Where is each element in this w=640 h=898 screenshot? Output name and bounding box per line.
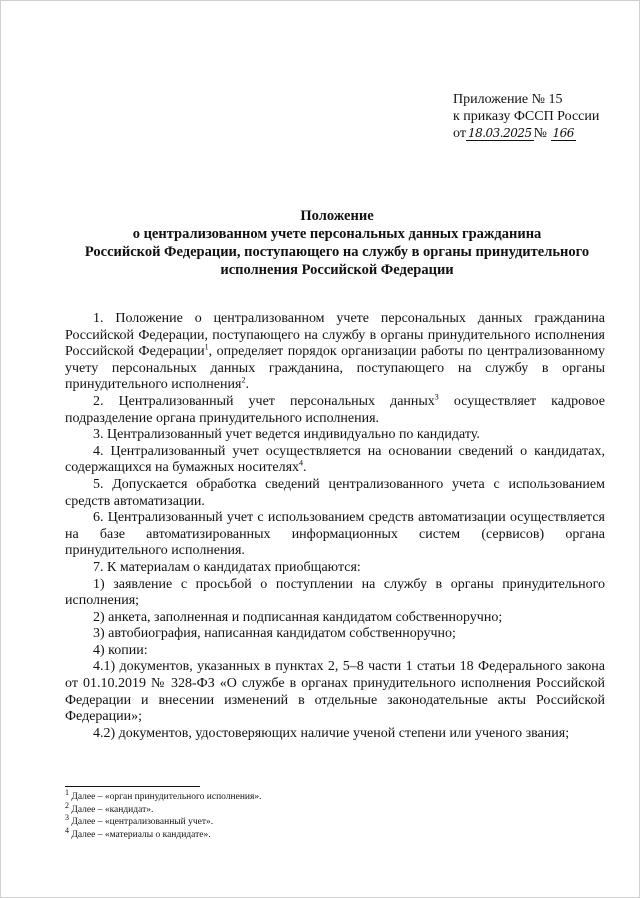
footnote-ref-3: 3 [434, 392, 439, 402]
footnote-ref-1: 1 [204, 342, 209, 352]
date-prefix: от [453, 126, 466, 141]
item-7-3: 3) автобиография, написанная кандидатом собственноручно; [93, 626, 456, 642]
paragraph-3: 3. Централизованный учет ведется индивидуально по кандидату. [93, 427, 480, 443]
footnote-1-number: 1 [65, 787, 69, 797]
appendix-number: Приложение № 15 [453, 92, 563, 107]
appendix-order-ref: к приказу ФССП России [453, 109, 600, 124]
footnote-1 [65, 787, 262, 804]
paragraph-6: 6. Централизованный учет с использованием средств автоматизации осуществляется на базе автоматизированных информационных систем (сервисов) органа принудительного исполнения. [65, 510, 605, 559]
footnote-ref-2: 2 [241, 375, 246, 385]
item-7-4: 4) копии: [93, 642, 148, 658]
footnote-4-number: 4 [65, 825, 69, 835]
p1-text-c: . [245, 377, 249, 393]
title-line-1: Положение [300, 208, 374, 224]
footnote-3 [65, 812, 262, 829]
paragraph-4 [65, 444, 605, 477]
paragraph-7: 7. К материалам о кандидатах приобщаются: [93, 559, 361, 575]
document-title [67, 207, 607, 279]
title-line-2: о централизованном учете персональных данных гражданина [132, 226, 542, 242]
footnote-4 [65, 825, 262, 842]
item-7-4-1: 4.1) документов, указанных в пунктах 2, 5–8 части 1 статьи 18 Федерального закона от 01.10.2019 № 328-ФЗ «О службе в органах принудительного исполнения Российской Федерации и внесении изменений в отдельные законодательные акты Российской Федерации»; [65, 659, 605, 725]
p1-text-b: , определяет порядок организации работы по централизованному учету персональных данных гражданина, поступающего на службу в органы принудительного исполнения [65, 344, 605, 393]
handwritten-date: 18.03.2025 [467, 126, 532, 140]
paragraph-2 [65, 394, 605, 427]
p1-text-a: 1. Положение о централизованном учете персональных данных гражданина Российской Федерации, поступающего на службу в органы принудительного исполнения Российской Федерации [65, 311, 605, 360]
number-sign: № [533, 126, 548, 141]
item-7-4-2: 4.2) документов, удостоверяющих наличие ученой степени или ученого звания; [93, 725, 570, 741]
document-body [65, 311, 605, 742]
footnote-2-number: 2 [65, 800, 69, 810]
paragraph-5: 5. Допускается обработка сведений централизованного учета с использованием средств автоматизации. [65, 476, 605, 509]
footnote-4-text: Далее – «материалы о кандидате». [69, 829, 211, 840]
footnote-2 [65, 800, 262, 817]
title-line-3: Российской Федерации, поступающего на службу в органы принудительного [84, 244, 590, 260]
item-7-2: 2) анкета, заполненная и подписанная кандидатом собственноручно; [93, 609, 503, 625]
footnote-1-text: Далее – «орган принудительного исполнения». [69, 792, 262, 802]
footnote-ref-4: 4 [299, 458, 304, 468]
footnote-3-text: Далее – «централизованный учет». [69, 817, 214, 827]
footnote-2-text: Далее – «кандидат». [69, 804, 154, 815]
appendix-date-line [453, 125, 599, 142]
p4-text-a: 4. Централизованный учет осуществляется на основании сведений о кандидатах, содержащихся на бумажных носителях [65, 443, 605, 476]
title-line-4: исполнения Российской Федерации [220, 262, 454, 278]
p2-text-a: 2. Централизованный учет персональных данных [93, 393, 435, 409]
p4-text-b: . [303, 460, 307, 476]
footnotes [65, 787, 262, 841]
footnote-3-number: 3 [65, 812, 69, 822]
handwritten-number: 166 [552, 126, 574, 140]
appendix-header [453, 91, 599, 142]
footnote-separator [65, 786, 200, 787]
paragraph-1 [65, 311, 605, 394]
p2-text-b: осуществляет кадровое подразделение органа принудительного исполнения. [65, 393, 605, 426]
item-7-1: 1) заявление с просьбой о поступлении на службу в органы принудительного исполнения; [65, 576, 605, 609]
